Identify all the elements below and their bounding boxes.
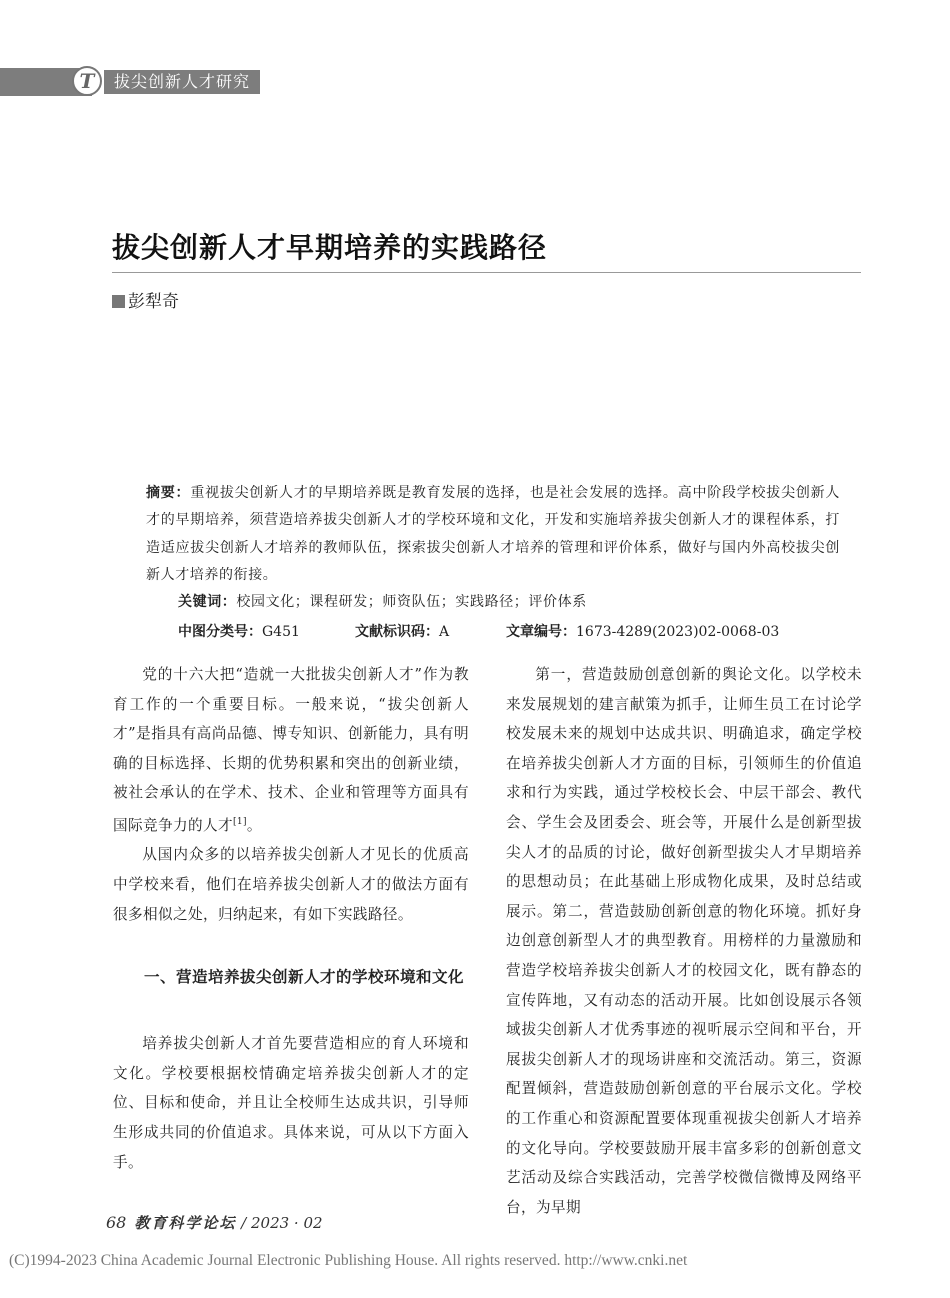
- body-paragraph: [113, 660, 469, 840]
- article-number-label: 文章编号：: [506, 624, 576, 640]
- logo-letter: T: [79, 69, 95, 93]
- page-number: 68: [106, 1213, 127, 1232]
- issue-number: / 2023 · 02: [241, 1214, 323, 1232]
- body-paragraph: 第一，营造鼓励创意创新的舆论文化。以学校未来发展规划的建言献策为抓手，让师生员工在讨论学校发展未来的规划中达成共识、明确追求，确定学校在培养拔尖创新人才方面的目标，引领师生的价值追求和行为实践，通过学校校长会、中层干部会、教代会、学生会及团委会、班会等，开展什么是创新型拔尖人才的品质的讨论，做好创新型拔尖人才早期培养的思想动员；在此基础上形成物化成果，及时总结或展示。第二，营造鼓励创新创意的物化环境。抓好身边创意创新型人才的典型教育。用榜样的力量激励和营造学校培养拔尖创新人才的校园文化，既有静态的宣传阵地，又有动态的活动开展。比如创设展示各领域拔尖创新人才优秀事迹的视听展示空间和平台，开展拔尖创新人才的现场讲座和交流活动。第三，资源配置倾斜，营造鼓励创新创意的平台展示文化。学校的工作重心和资源配置要体现重视拔尖创新人才培养的文化导向。学校要鼓励开展丰富多彩的创新创意文艺活动及综合实践活动，完善学校微信微博及网络平台，为早期: [506, 666, 862, 1216]
- square-bullet-icon: [112, 295, 125, 308]
- clc-value: G451: [262, 624, 300, 640]
- citation-ref: [1]: [232, 816, 247, 827]
- body-paragraph: 从国内众多的以培养拔尖创新人才见长的优质高中学校来看，他们在培养拔尖创新人才的做法方面有很多相似之处，归纳起来，有如下实践路径。: [113, 846, 469, 923]
- section-label: 拔尖创新人才研究: [104, 70, 260, 94]
- doc-code-value: A: [439, 624, 450, 640]
- clc-label: 中图分类号：: [178, 624, 262, 640]
- author-name: 彭犁奇: [128, 292, 179, 312]
- clc-number: [178, 621, 300, 641]
- section-heading: 一、营造培养拔尖创新人才的学校环境和文化: [144, 968, 465, 987]
- article-title: 拔尖创新人才早期培养的实践路径: [112, 231, 548, 264]
- paragraph-end: 。: [246, 816, 262, 834]
- author-line: [112, 287, 179, 312]
- paragraph-text: 党的十六大把“造就一大批拔尖创新人才”作为教育工作的一个重要目标。一般来说，“拔尖创新人才”是指具有高尚品德、博专知识、创新能力，具有明确的目标选择、长期的优势积累和突出的创新业绩，被社会承认的在学术、技术、企业和管理等方面具有国际竞争力的人才: [113, 666, 469, 834]
- journal-logo-icon: [72, 66, 102, 96]
- article-number: [506, 621, 779, 641]
- keywords: [178, 591, 587, 611]
- title-divider: [112, 272, 861, 273]
- abstract-label: 摘要：: [146, 485, 191, 501]
- body-paragraph: 培养拔尖创新人才首先要营造相应的育人环境和文化。学校要根据校情确定培养拔尖创新人才的定位、目标和使命，并且让全校师生达成共识，引导师生形成共同的价值追求。具体来说，可从以下方面入手。: [113, 1035, 469, 1171]
- document-code: [355, 621, 449, 641]
- body-column-left: [113, 660, 469, 1177]
- keywords-text: 校园文化；课程研发；师资队伍；实践路径；评价体系: [236, 594, 587, 610]
- page-footer: [106, 1212, 323, 1233]
- abstract-text: 重视拔尖创新人才的早期培养既是教育发展的选择，也是社会发展的选择。高中阶段学校拔尖创新人才的早期培养，须营造培养拔尖创新人才的学校环境和文化，开发和实施培养拔尖创新人才的课程体系，打造适应拔尖创新人才培养的教师队伍，探索拔尖创新人才培养的管理和评价体系，做好与国内外高校拔尖创新人才培养的衔接。: [146, 485, 840, 584]
- body-column-right: [506, 660, 862, 1222]
- keywords-label: 关键词：: [178, 594, 237, 610]
- doc-code-label: 文献标识码：: [355, 624, 439, 640]
- journal-name: 教育科学论坛: [134, 1214, 237, 1232]
- article-number-value: 1673-4289(2023)02-0068-03: [576, 624, 780, 640]
- abstract: [146, 480, 840, 590]
- copyright-notice: (C)1994-2023 China Academic Journal Electronic Publishing House. All rights reserved. http://www.cnki.net: [9, 1252, 688, 1269]
